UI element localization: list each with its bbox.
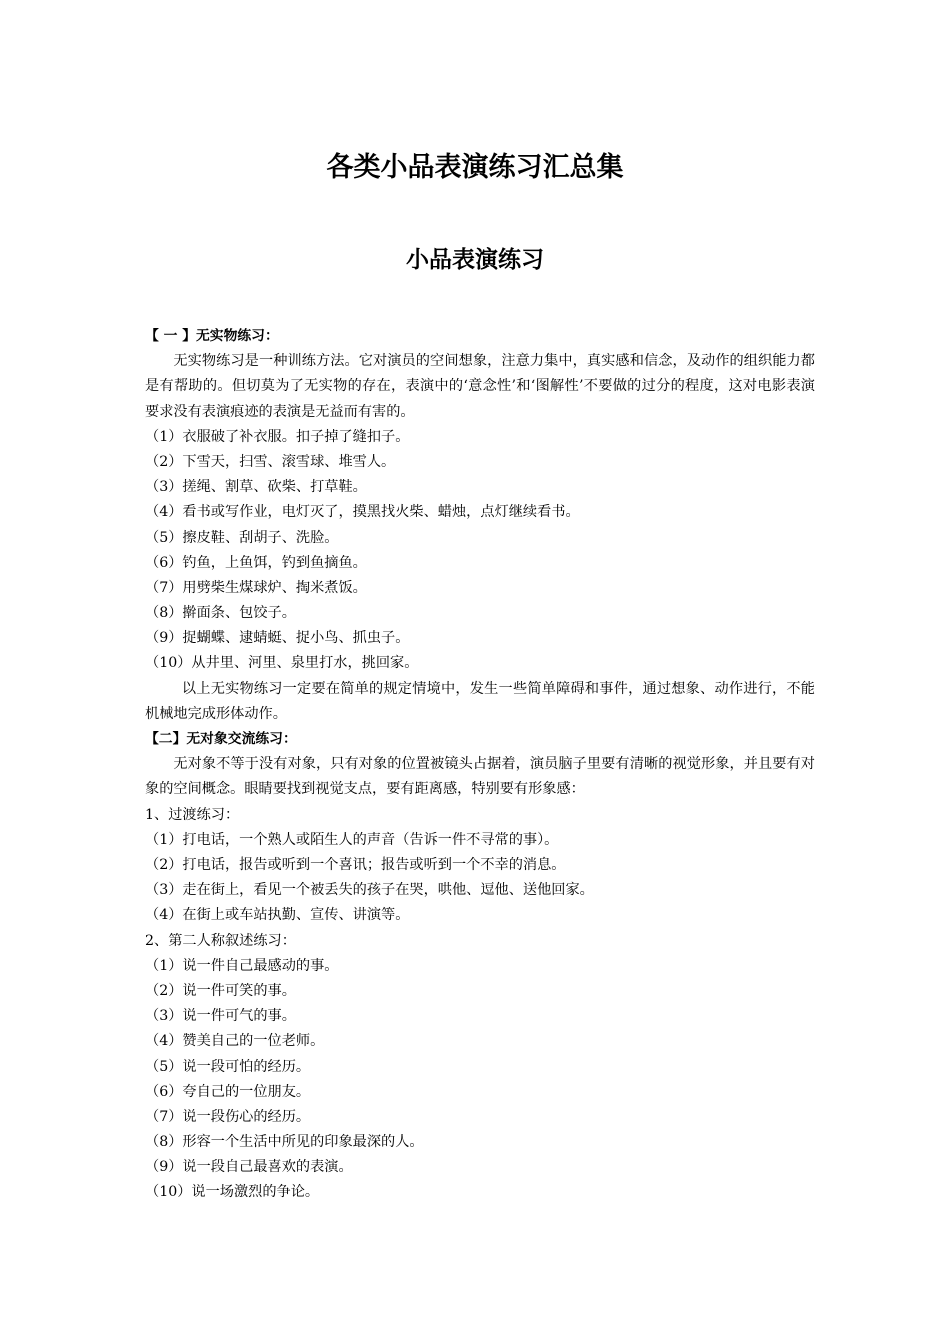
list-item: （3）走在街上，看见一个被丢失的孩子在哭，哄他、逗他、送他回家。 [145, 882, 594, 899]
list-item: （1）衣服破了补衣服。扣子掉了缝扣子。 [145, 428, 410, 445]
list-item: （1）说一件自己最感动的事。 [145, 957, 339, 974]
list-item: （3）搓绳、割草、砍柴、打草鞋。 [145, 479, 367, 496]
document-subtitle: 小品表演练习 [406, 247, 544, 273]
document-body [145, 324, 815, 1206]
list-item: （6）夸自己的一位朋友。 [145, 1083, 311, 1100]
list-item: （10）从井里、河里、泉里打水，挑回家。 [145, 655, 419, 672]
list-item: （1）打电话，一个熟人或陌生人的声音（告诉一件不寻常的事）。 [145, 831, 559, 848]
list-item: （2）打电话，报告或听到一个喜讯；报告或听到一个不幸的消息。 [145, 857, 566, 874]
subsection-label-second-person: 2、第二人称叙述练习： [145, 932, 296, 949]
list-item: （5）擦皮鞋、刮胡子、洗脸。 [145, 529, 339, 546]
section-heading-no-object: 【 一 】无实物练习： [145, 328, 279, 344]
subsection-label-transition: 1、过渡练习： [145, 806, 240, 823]
list-item: （8）形容一个生活中所见的印象最深的人。 [145, 1134, 424, 1151]
list-item: （7）用劈柴生煤球炉、掏米煮饭。 [145, 579, 367, 596]
list-item: （6）钓鱼，上鱼饵，钓到鱼摘鱼。 [145, 554, 367, 571]
list-item: （2）说一件可笑的事。 [145, 982, 296, 999]
list-item: （7）说一段伤心的经历。 [145, 1108, 311, 1125]
document-title: 各类小品表演练习汇总集 [326, 152, 624, 183]
section-intro-no-object: 无实物练习是一种训练方法。它对演员的空间想象，注意力集中，真实感和信念，及动作的组织能力都是有帮助的。但切莫为了无实物的存在，表演中的‘意念性’和‘图解性’不要做的过分的程度，这对电影表演要求没有表演痕迹的表演是无益而有害的。 [145, 353, 815, 420]
list-item: （5）说一段可怕的经历。 [145, 1058, 311, 1075]
section-intro-no-partner: 无对象不等于没有对象，只有对象的位置被镜头占据着，演员脑子里要有清晰的视觉形象，并且要有对象的空间概念。眼睛要找到视觉支点，要有距离感，特别要有形象感： [145, 756, 815, 798]
section-heading-no-partner: 【二】无对象交流练习： [145, 731, 297, 748]
list-item: （4）在街上或车站执勤、宣传、讲演等。 [145, 907, 410, 924]
list-item: （8）擀面条、包饺子。 [145, 605, 296, 622]
list-item: （2）下雪天，扫雪、滚雪球、堆雪人。 [145, 453, 396, 470]
list-item: （4）看书或写作业，电灯灭了，摸黑找火柴、蜡烛，点灯继续看书。 [145, 504, 580, 521]
section-outro-no-object: 以上无实物练习一定要在简单的规定情境中，发生一些简单障碍和事件，通过想象、动作进行，不能机械地完成形体动作。 [145, 680, 815, 722]
list-item: （10）说一场激烈的争论。 [145, 1184, 320, 1201]
list-item: （9）捉蝴蝶、逮蜻蜓、捉小鸟、抓虫子。 [145, 630, 410, 647]
list-item: （3）说一件可气的事。 [145, 1008, 296, 1025]
list-item: （4）赞美自己的一位老师。 [145, 1033, 325, 1050]
list-item: （9）说一段自己最喜欢的表演。 [145, 1159, 353, 1176]
